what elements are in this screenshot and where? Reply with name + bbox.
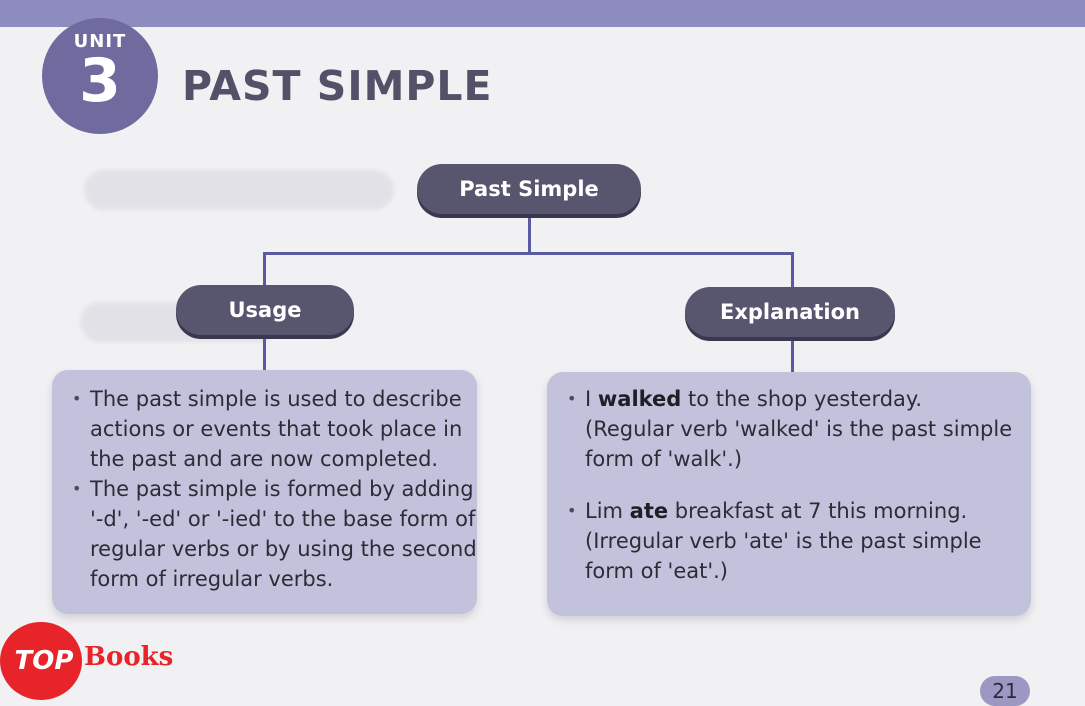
usage-item: • The past simple is used to describe actions or events that took place in the past and are now completed. bbox=[72, 384, 477, 474]
node-past-simple: Past Simple bbox=[417, 164, 641, 214]
example-verb: ate bbox=[629, 499, 669, 523]
page-number: 21 bbox=[980, 676, 1030, 706]
example-sentence-post: breakfast at 7 this morning. bbox=[668, 499, 968, 523]
connector-left-box bbox=[263, 334, 266, 370]
example-note: (Regular verb 'walked' is the past simple form of 'walk'.) bbox=[585, 417, 1013, 471]
top-band bbox=[0, 0, 1085, 27]
logo-circle-text: TOP bbox=[14, 646, 74, 676]
example-sentence-post: to the shop yesterday. bbox=[681, 387, 923, 411]
explanation-box bbox=[547, 372, 1031, 616]
explanation-item bbox=[567, 384, 1031, 474]
example-note: (Irregular verb 'ate' is the past simple form of 'eat'.) bbox=[585, 529, 982, 583]
logo-circle bbox=[0, 622, 82, 700]
unit-badge bbox=[42, 18, 158, 134]
node-explanation: Explanation bbox=[685, 287, 895, 337]
connector-horizontal bbox=[263, 252, 794, 255]
unit-number: 3 bbox=[79, 46, 121, 116]
example-sentence-pre: I bbox=[585, 387, 598, 411]
connector-right-down bbox=[791, 252, 794, 290]
connector-right-box bbox=[791, 334, 794, 372]
explanation-item bbox=[567, 496, 1031, 586]
example-sentence-pre: Lim bbox=[585, 499, 630, 523]
show-through-shape bbox=[84, 170, 394, 210]
node-usage: Usage bbox=[176, 285, 354, 335]
unit-label: UNIT bbox=[73, 31, 127, 52]
page-title: PAST SIMPLE bbox=[182, 62, 493, 110]
usage-item: • The past simple is formed by adding '-d', '-ed' or '-ied' to the base form of regular verbs or by using the second form of irregular verbs. bbox=[72, 474, 477, 594]
logo-word: Books bbox=[84, 642, 174, 672]
connector-root-down bbox=[528, 214, 531, 254]
usage-box bbox=[52, 370, 477, 614]
example-verb: walked bbox=[597, 387, 682, 411]
